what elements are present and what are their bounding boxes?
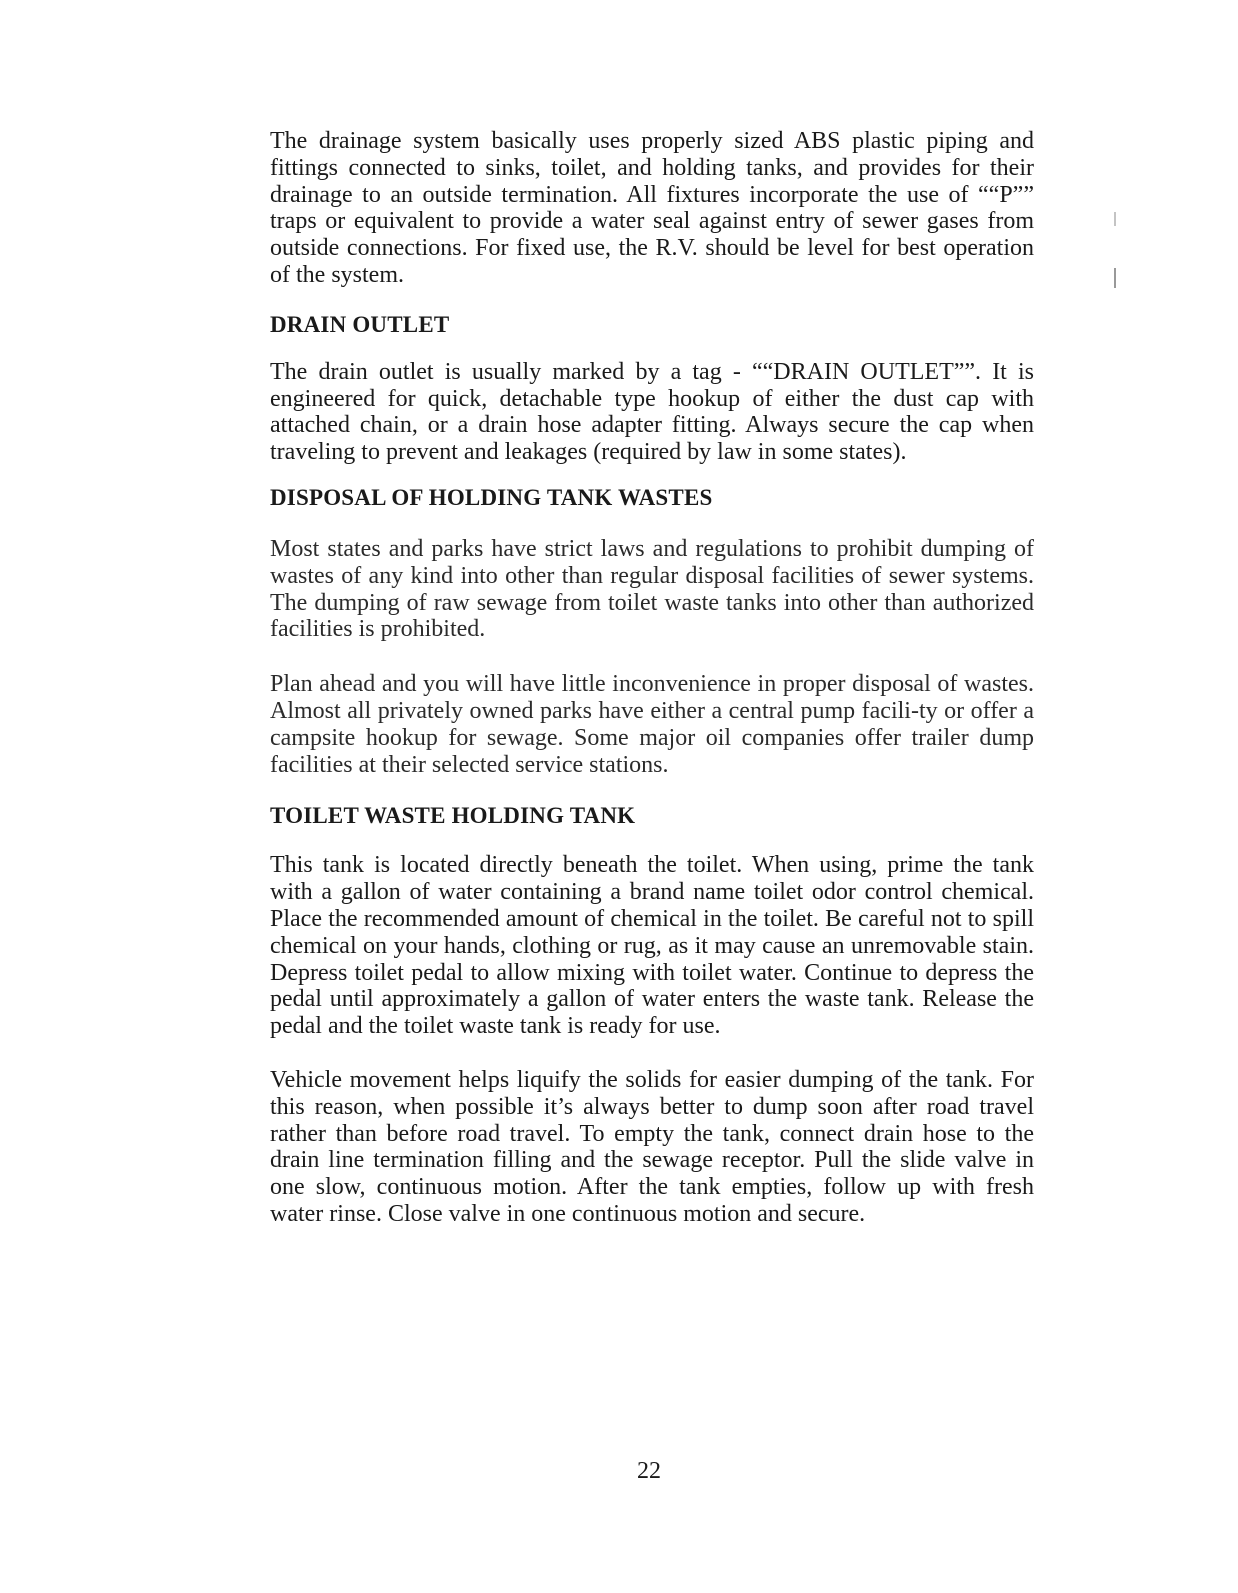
page-number: 22 [637, 1458, 661, 1484]
toilet-tank-heading: TOILET WASTE HOLDING TANK [270, 803, 636, 829]
disposal-paragraph-2: Plan ahead and you will have little inconvenience in proper disposal of wastes. Almost all privately owned parks have either a central pump facili-ty or offer a campsite hookup for sewage. Some major oil companies offer trailer dump facilities at their selected service stations. [270, 671, 1034, 778]
drain-outlet-paragraph: The drain outlet is usually marked by a tag - ““DRAIN OUTLET””. It is engineered for quick, detachable type hookup of either the dust cap with attached chain, or a drain hose adapter fitting. Always secure the cap when traveling to prevent and leakages (required by law in some states). [270, 358, 1034, 466]
toilet-tank-paragraph-2: Vehicle movement helps liquify the solids for easier dumping of the tank. For this reason, when possible it’s always better to dump soon after road travel rather than before road travel. To empty the tank, connect drain hose to the drain line termination filling and the sewage receptor. Pull the slide valve in one slow, continuous motion. After the tank empties, follow up with fresh water rinse. Close valve in one continuous motion and secure. [270, 1066, 1034, 1227]
scan-margin-mark [1114, 268, 1116, 288]
toilet-tank-paragraph-1: This tank is located directly beneath the toilet. When using, prime the tank with a gallon of water containing a brand name toilet odor control chemical. Place the recommended amount of chemical in the toilet. Be careful not to spill chemical on your hands, clothing or rug, as it may cause an unremovable stain. Depress toilet pedal to allow mixing with toilet water. Continue to depress the pedal until approximately a gallon of water enters the waste tank. Release the pedal and the toilet waste tank is ready for use. [270, 852, 1034, 1040]
drain-outlet-heading: DRAIN OUTLET [270, 311, 450, 337]
scan-margin-mark [1114, 212, 1116, 226]
intro-paragraph: The drainage system basically uses properly sized ABS plastic piping and fittings connected to sinks, toilet, and holding tanks, and provides for their drainage to an outside termination. All fixtures incorporate the use of ““P”” traps or equivalent to provide a water seal against entry of sewer gases from outside connections. For fixed use, the R.V. should be level for best operation of the system. [270, 128, 1034, 288]
document-body [270, 128, 1034, 1228]
disposal-heading: DISPOSAL OF HOLDING TANK WASTES [270, 484, 713, 510]
disposal-paragraph-1: Most states and parks have strict laws and regulations to prohibit dumping of wastes of any kind into other than regular disposal facilities of sewer systems. The dumping of raw sewage from toilet waste tanks into other than authorized facilities is prohibited. [270, 535, 1034, 643]
